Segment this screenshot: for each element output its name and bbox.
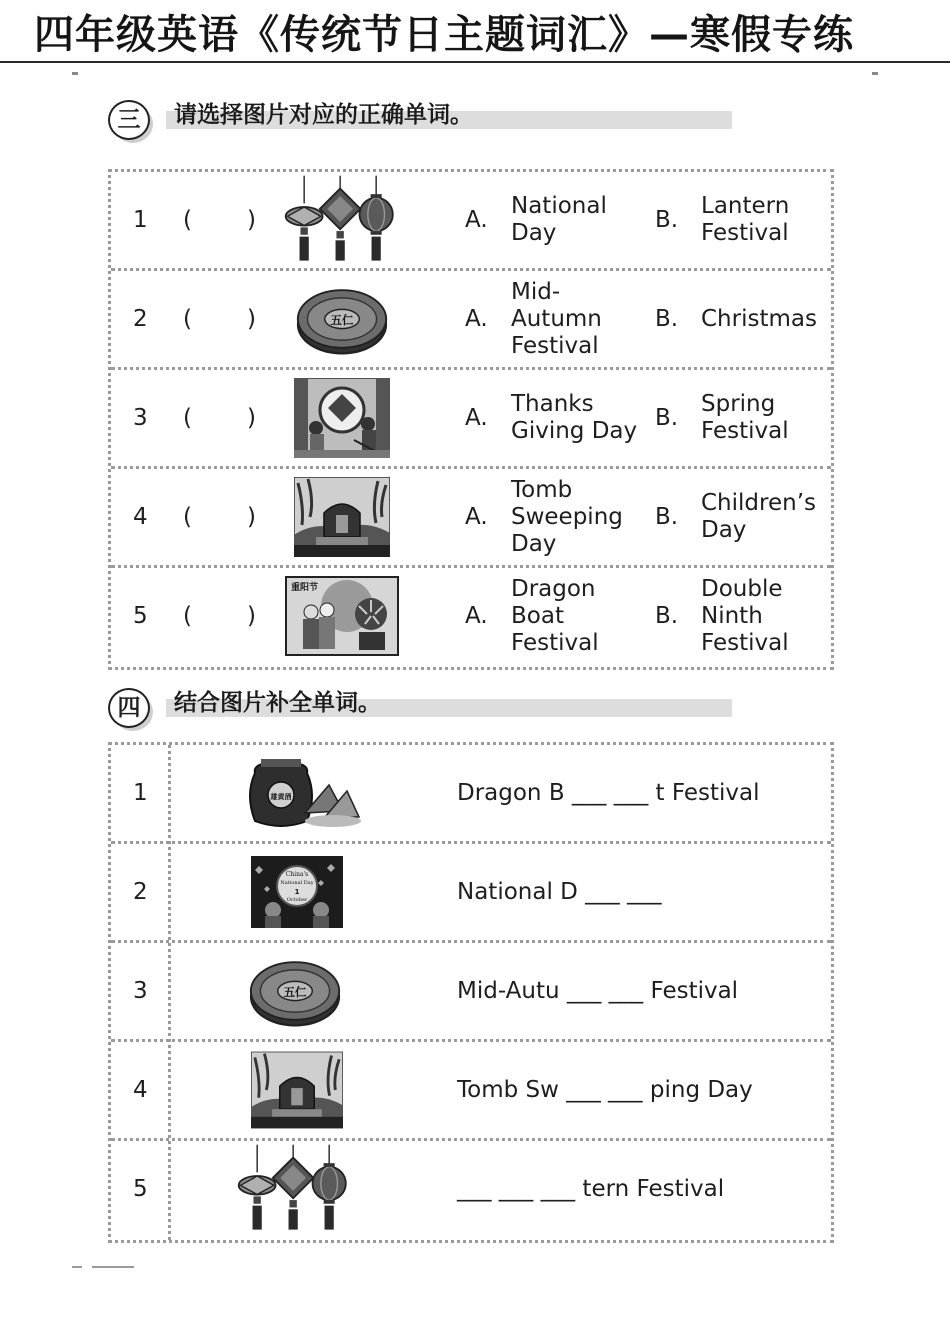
answer-paren-open: ( [183, 602, 192, 629]
choice-table [108, 169, 834, 670]
answer-paren-open: ( [183, 305, 192, 332]
question-number: 4 [133, 1076, 148, 1103]
mooncake-stamp-text: 五仁 [283, 984, 307, 999]
option-a-text: Dragon Boat Festival [511, 575, 599, 656]
footer-mark [92, 1266, 134, 1268]
table-row [111, 271, 831, 370]
answer-paren-open: ( [183, 206, 192, 233]
fill-in-phrase: Dragon B ___ ___ t Festival [457, 779, 760, 806]
zongzi-jar-image [247, 745, 363, 841]
option-a-text: Thanks Giving Day [511, 391, 638, 444]
badge-text: National Day [280, 880, 314, 886]
table-row [111, 370, 831, 469]
option-b-label: B. [655, 602, 679, 629]
section-instruction: 结合图片补全单词。 [174, 690, 381, 716]
badge-text: October [286, 897, 308, 903]
lanterns-image [235, 1141, 355, 1237]
answer-paren-close: ) [247, 503, 256, 530]
answer-paren-close: ) [247, 404, 256, 431]
option-b-text: Christmas [701, 305, 817, 332]
question-number: 3 [133, 404, 148, 431]
option-a-label: A. [465, 404, 488, 431]
tomb-sweeping-scene-image [275, 469, 409, 565]
option-a-text: Mid-Autumn Festival [511, 278, 602, 359]
option-b-label: B. [655, 305, 679, 332]
table-row [111, 469, 831, 568]
question-number: 5 [133, 602, 148, 629]
question-number: 5 [133, 1175, 148, 1202]
page-title: 四年级英语《传统节日主题词汇》—寒假专练 [34, 12, 854, 58]
table-row [111, 844, 831, 943]
jar-label-text: 雄黄酒 [270, 793, 292, 801]
table-row [111, 172, 831, 271]
corner-mark [872, 72, 878, 75]
badge-text: China's [285, 871, 309, 878]
table-row [111, 943, 831, 1042]
option-a-label: A. [465, 602, 488, 629]
option-a-label: A. [465, 206, 488, 233]
option-a-label: A. [465, 503, 488, 530]
mooncake-image [275, 271, 409, 367]
fill-in-phrase: Mid-Autu ___ ___ Festival [457, 977, 739, 1004]
mooncake-stamp-text: 五仁 [330, 312, 354, 327]
answer-paren-close: ) [247, 602, 256, 629]
title-rule [0, 61, 950, 63]
table-row [111, 745, 831, 844]
answer-paren-close: ) [247, 305, 256, 332]
section-instruction: 请选择图片对应的正确单词。 [174, 102, 473, 128]
national-day-image [251, 844, 343, 940]
answer-paren-open: ( [183, 503, 192, 530]
option-a-label: A. [465, 305, 488, 332]
table-row [111, 568, 831, 667]
question-number: 1 [133, 206, 148, 233]
fill-in-phrase: ___ ___ ___ tern Festival [457, 1175, 725, 1202]
table-row [111, 1141, 831, 1240]
answer-paren-close: ) [247, 206, 256, 233]
option-b-text: Spring Festival [701, 391, 789, 444]
table-row [111, 1042, 831, 1141]
mooncake-image [247, 943, 343, 1039]
tomb-sweeping-scene-image [251, 1042, 343, 1138]
option-b-text: Lantern Festival [701, 193, 790, 246]
question-number: 1 [133, 779, 148, 806]
double-ninth-scene-image [275, 568, 409, 664]
section-3-header [108, 98, 732, 142]
option-b-label: B. [655, 503, 679, 530]
section-4-header [108, 686, 732, 730]
badge-text: 1 [294, 888, 300, 896]
option-b-text: Double Ninth Festival [701, 575, 789, 656]
lanterns-image [275, 172, 409, 268]
fill-in-phrase: National D ___ ___ [457, 878, 662, 905]
fill-in-table [108, 742, 834, 1243]
option-a-text: National Day [511, 193, 607, 246]
question-number: 4 [133, 503, 148, 530]
footer-mark [72, 1266, 82, 1268]
fill-in-phrase: Tomb Sw ___ ___ ping Day [457, 1076, 753, 1103]
option-b-label: B. [655, 206, 679, 233]
section-number-badge: 三 [108, 100, 150, 140]
section-number-badge: 四 [108, 688, 150, 728]
spring-festival-scene-image [275, 370, 409, 466]
corner-mark [72, 72, 78, 75]
question-number: 2 [133, 305, 148, 332]
question-number: 2 [133, 878, 148, 905]
answer-paren-open: ( [183, 404, 192, 431]
option-b-label: B. [655, 404, 679, 431]
question-number: 3 [133, 977, 148, 1004]
option-b-text: Children’s Day [701, 490, 816, 543]
scene-caption: 重阳节 [291, 583, 319, 593]
option-a-text: Tomb Sweeping Day [511, 476, 623, 557]
